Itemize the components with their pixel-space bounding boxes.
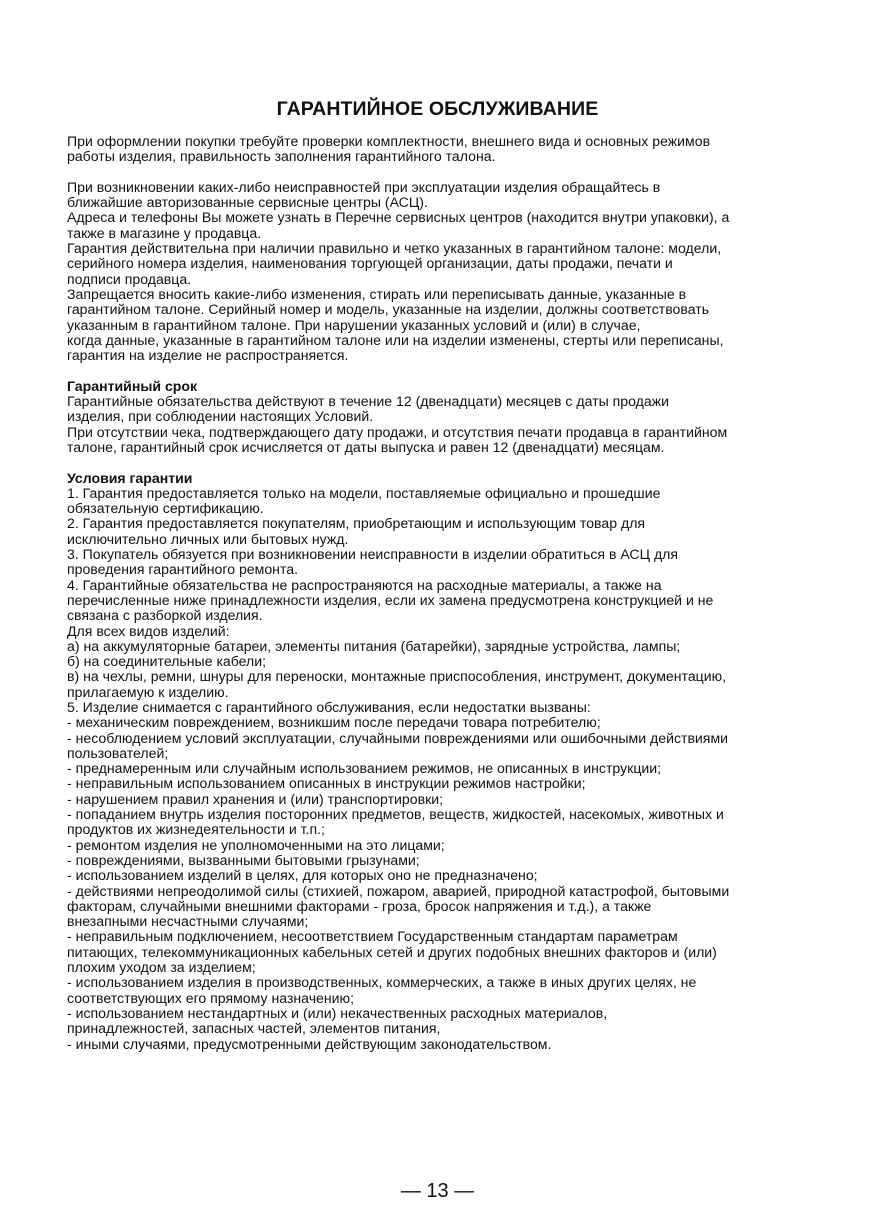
text-line: в) на чехлы, ремни, шнуры для переноски, монтажные приспособления, инструмент, документацию, (67, 668, 727, 685)
blank-line (67, 165, 827, 180)
text-line: - неправильным использованием описанных в инструкции режимов настройки; (67, 775, 586, 792)
section-heading: Гарантийный срок (67, 377, 198, 394)
text-line: Гарантийные обязательства действуют в течение 12 (двенадцати) месяцев с даты продажи (67, 393, 669, 410)
text-line: подписи продавца. (67, 270, 192, 287)
text-line: работы изделия, правильность заполнения гарантийного талона. (67, 148, 496, 165)
text-line: связана с разборкой изделия. (67, 607, 263, 624)
text-line: ближайшие авторизованные сервисные центры (АСЦ). (67, 194, 428, 211)
text-line: 1. Гарантия предоставляется только на модели, поставляемые официально и прошедшие (67, 484, 661, 501)
text-line: 4. Гарантийные обязательства не распространяются на расходные материалы, а также на (67, 576, 662, 593)
text-line: - неправильным подключением, несоответствием Государственным стандартам параметрам (67, 928, 678, 945)
text-line: прилагаемую к изделию. (67, 683, 229, 700)
text-line: - иными случаями, предусмотренными действующим законодательством. (67, 1035, 552, 1052)
text-line: - повреждениями, вызванными бытовыми грызунами; (67, 851, 420, 868)
text-line: серийного номера изделия, наименования торгующей организации, даты продажи, печати и (67, 255, 673, 272)
section-heading: Условия гарантии (67, 469, 193, 486)
text-line: 2. Гарантия предоставляется покупателям, приобретающим и использующим товар для (67, 515, 646, 532)
text-line: обязательную сертификацию. (67, 500, 264, 517)
text-line: Гарантия действительна при наличии правильно и четко указанных в гарантийном талоне: модели, (67, 240, 722, 257)
text-line: проведения гарантийного ремонта. (67, 561, 299, 578)
text-line: б) на соединительные кабели; (67, 653, 267, 670)
text-line: пользователей; (67, 744, 169, 761)
text-line: соответствующих его прямому назначению; (67, 989, 355, 1006)
text-line: - механическим повреждением, возникшим после передачи товара потребителю; (67, 714, 601, 731)
text-line: гарантийном талоне. Серийный номер и модель, указанные на изделии, должны соответствовать (67, 301, 710, 318)
text-line: питающих, телекоммуникационных кабельных сетей и других подобных внешних факторов и (или) (67, 943, 717, 960)
text-line: При оформлении покупки требуйте проверки комплектности, внешнего вида и основных режимов (67, 133, 711, 149)
text-line: когда данные, указанные в гарантийном талоне или на изделии изменены, стерты или переписаны, (67, 331, 724, 348)
text-line: также в магазине у продавца. (67, 224, 262, 241)
text-line: - использованием изделия в производственных, коммерческих, а также в иных других целях, не (67, 974, 697, 991)
text-line: - использованием изделий в целях, для которых оно не предназначено; (67, 867, 538, 884)
text-line: принадлежностей, запасных частей, элементов питания, (67, 1020, 441, 1037)
text-line: - ремонтом изделия не уполномоченными на это лицами; (67, 836, 445, 853)
text-line: перечисленные ниже принадлежности изделия, если их замена предусмотрена конструкцией и не (67, 591, 714, 608)
text-line: факторам, случайными внешними факторами - гроза, бросок напряжения и т.д.), а также (67, 897, 652, 914)
text-line: а) на аккумуляторные батареи, элементы питания (батарейки), зарядные устройства, лампы; (67, 637, 681, 654)
text-line: - действиями непреодолимой силы (стихией, пожаром, аварией, природной катастрофой, бытовыми (67, 882, 730, 899)
blank-line (67, 455, 827, 470)
text-line: - несоблюдением условий эксплуатации, случайными повреждениями или ошибочными действиями (67, 729, 729, 746)
text-line: указанным в гарантийном талоне. При нарушении указанных условий и (или) в случае, (67, 316, 641, 333)
text-line: - попаданием внутрь изделия посторонних предметов, веществ, жидкостей, насекомых, животных и (67, 806, 724, 823)
text-line: талоне, гарантийный срок исчисляется от даты выпуска и равен 12 (двенадцати) месяцам. (67, 438, 665, 455)
page-title: ГАРАНТИЙНОЕ ОБСЛУЖИВАНИЕ (276, 98, 599, 120)
text-line: Запрещается вносить какие-либо изменения, стирать или переписывать данные, указанные в (67, 285, 687, 302)
text-line: - нарушением правил хранения и (или) транспортировки; (67, 790, 444, 807)
text-line: 3. Покупатель обязуется при возникновении неисправности в изделии обратиться в АСЦ для (67, 546, 679, 563)
page-number: — 13 — (400, 1180, 475, 1202)
blank-line (67, 363, 827, 378)
text-line: гарантия на изделие не распространяется. (67, 347, 349, 364)
text-line: 5. Изделие снимается с гарантийного обслуживания, если недостатки вызваны: (67, 698, 591, 715)
text-line: исключительно личных или бытовых нужд. (67, 530, 349, 547)
text-line: - использованием нестандартных и (или) некачественных расходных материалов, (67, 1004, 608, 1021)
text-line: изделия, при соблюдении настоящих Условий. (67, 408, 374, 425)
text-line: внезапными несчастными случаями; (67, 913, 309, 930)
text-line: При возникновении каких-либо неисправностей при эксплуатации изделия обращайтесь в (67, 178, 661, 195)
text-line: - преднамеренным или случайным использованием режимов, не описанных в инструкции; (67, 760, 662, 777)
text-line: При отсутствии чека, подтверждающего дату продажи, и отсутствия печати продавца в гарантийном (67, 423, 728, 440)
text-line: продуктов их жизнедеятельности и т.п.; (67, 821, 325, 838)
warranty-text (67, 134, 827, 1052)
text-line: Адреса и телефоны Вы можете узнать в Перечне сервисных центров (находится внутри упаковки), а (67, 209, 730, 226)
text-line: Для всех видов изделий: (67, 622, 230, 639)
text-line: плохим уходом за изделием; (67, 959, 256, 976)
